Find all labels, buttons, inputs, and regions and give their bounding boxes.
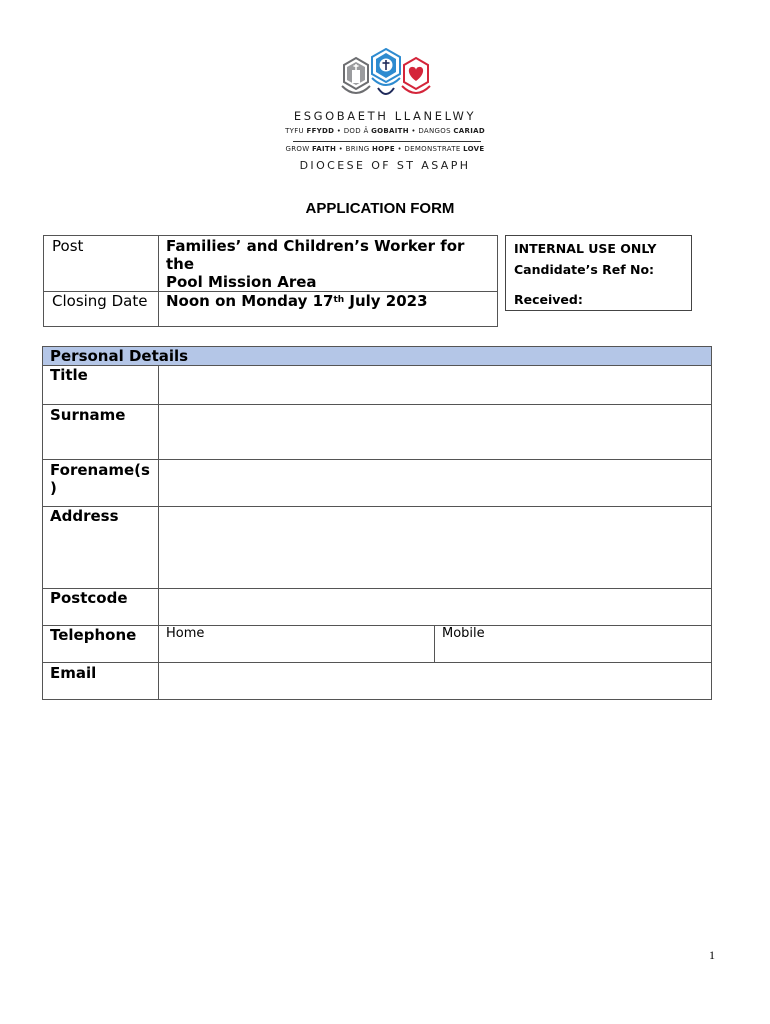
postcode-label: Postcode [50, 589, 128, 607]
closing-date-label: Closing Date [52, 292, 148, 310]
title-field[interactable] [159, 366, 711, 404]
logo-english-motto: GROW FAITH • BRING HOPE • DEMONSTRATE LOVE [285, 145, 485, 153]
closing-date-value: Noon on Monday 17th July 2023 [166, 292, 428, 310]
page-number: 1 [709, 948, 715, 962]
post-value: Families’ and Children’s Worker for the Pool Mission Area [166, 237, 465, 291]
telephone-mobile-label: Mobile [442, 626, 485, 641]
email-field[interactable] [159, 663, 711, 699]
address-label: Address [50, 507, 119, 525]
title-label: Title [50, 366, 88, 384]
forenames-field[interactable] [159, 460, 711, 506]
logo-divider [293, 141, 481, 142]
candidate-ref-label: Candidate’s Ref No: [514, 262, 655, 277]
address-field[interactable] [159, 507, 711, 588]
form-title: APPLICATION FORM [305, 200, 455, 217]
telephone-label: Telephone [50, 626, 137, 644]
telephone-mobile-field[interactable] [435, 644, 711, 662]
telephone-home-label: Home [166, 626, 205, 641]
logo-diocese-name: DIOCESE OF ST ASAPH [299, 159, 471, 172]
logo-welsh-motto: TYFU FFYDD • DOD Â GOBAITH • DANGOS CARIAD [285, 127, 485, 135]
internal-use-title: INTERNAL USE ONLY [514, 241, 657, 256]
personal-details-header-text: Personal Details [50, 347, 189, 365]
surname-field[interactable] [159, 405, 711, 459]
received-label: Received: [514, 292, 583, 307]
logo-name: ESGOBAETH LLANELWY [293, 109, 477, 123]
forenames-label: Forename(s ) [50, 461, 150, 497]
surname-label: Surname [50, 406, 126, 424]
email-label: Email [50, 664, 97, 682]
post-label: Post [52, 237, 84, 255]
telephone-home-field[interactable] [159, 644, 433, 662]
post-table-column-line [158, 235, 159, 327]
diocese-logo [334, 48, 438, 106]
row-divider [43, 625, 711, 626]
postcode-field[interactable] [159, 589, 711, 625]
